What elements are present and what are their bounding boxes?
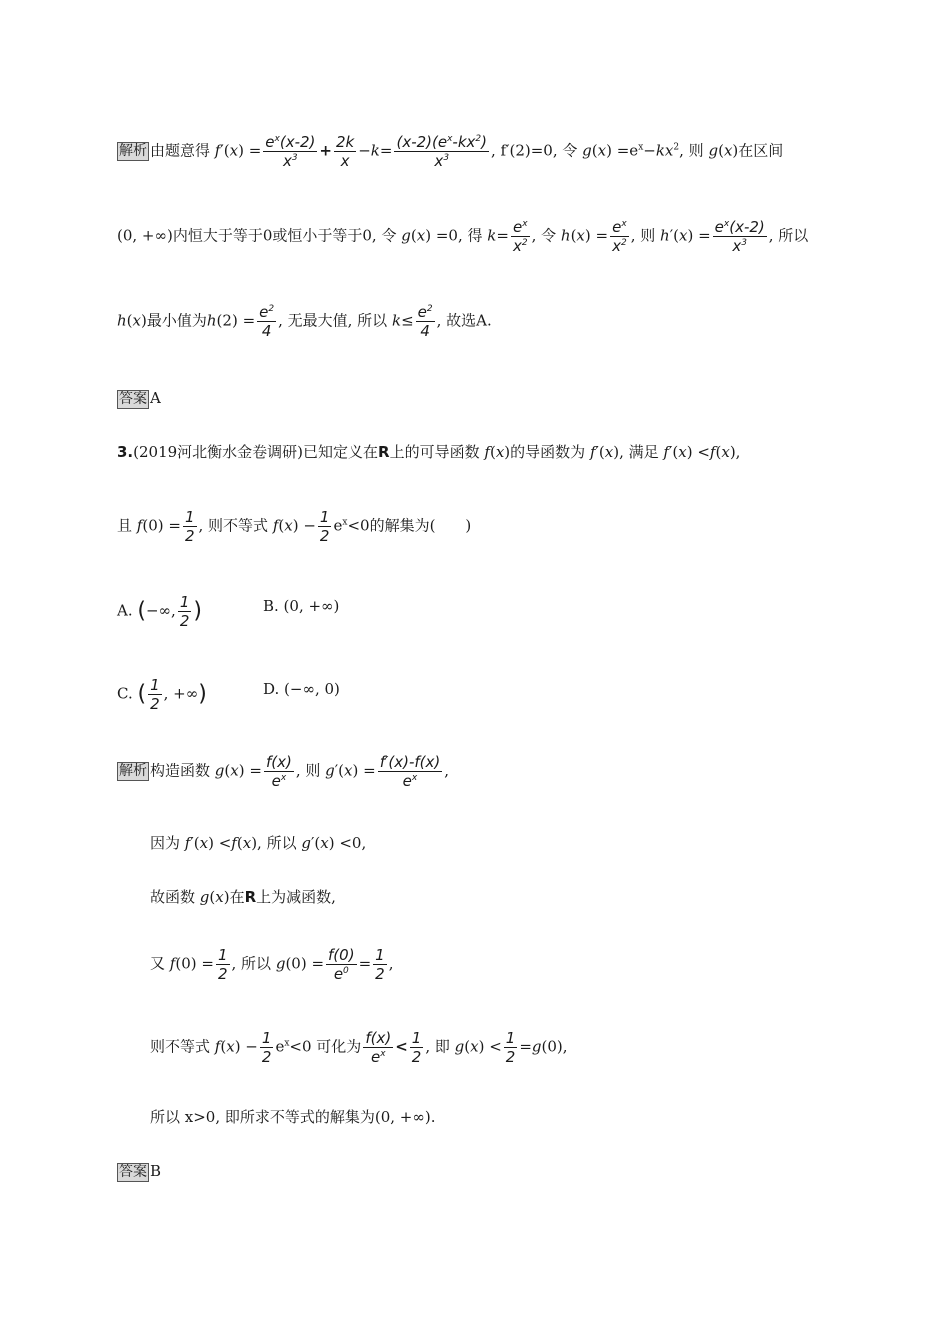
option-d: D. (−∞, 0) bbox=[263, 680, 340, 698]
solution-line-2: (0, +∞)内恒大于等于0或恒小于等于0, 令 g(x) =0, 得 k= $\frac{e^x}{x^2}$ , 令 h(x) = $\frac{e^x}{x^2}$ , 则 h′(x) = $\frac{e^x(x-2)}{x^3}$ , 所以 bbox=[117, 218, 809, 255]
solution-3-line-3: 故函数 g(x)在R上为减函数, bbox=[150, 888, 336, 906]
question-3-line-1: 3.(2019河北衡水金卷调研)已知定义在R上的可导函数 f(x)的导函数为 f′(x), 满足 f′(x) <f(x), bbox=[117, 443, 741, 461]
answer-line-1 bbox=[117, 388, 161, 409]
answer-value: B bbox=[150, 1162, 162, 1180]
answer-value: A bbox=[150, 389, 161, 407]
solution-line-3: h(x)最小值为h(2) = $\frac{e^2}{4}$ , 无最大值, 所以 k≤ $\frac{e^2}{4}$ , 故选A. bbox=[117, 303, 492, 340]
question-3-line-2: 且 f(0) = $\frac{1}{2}$ , 则不等式 f(x) − $\frac{1}{2}$ $e^x<0$的解集为( ) bbox=[117, 508, 472, 545]
analysis-tag: 解析 bbox=[119, 143, 147, 159]
question-number: 3. bbox=[117, 443, 134, 461]
answer-tag: 答案 bbox=[119, 1163, 147, 1180]
solution-line-1: 解析 由题意得 f′(x) = $\frac{e^x(x-2)}{x^3}$ + $\frac{2k}{x}$ −k= $\frac{(x-2)(e^x-kx^2)}{x^3}$ , f′(2)=0, 令 $g(x) =e^x-kx^2$, 则 g(x)在区间 bbox=[119, 133, 784, 170]
solution-3-line-2: 因为 f′(x) <f(x), 所以 g′(x) <0, bbox=[150, 834, 367, 852]
solution-3-line-5: 则不等式 f(x) − $\frac{1}{2}$ $e^x<0$ 可化为 $\frac{f(x)}{e^x}$ < $\frac{1}{2}$ , 即 g(x) < $\frac{1}{2}$ =g(0), bbox=[150, 1029, 568, 1066]
analysis-tag: 解析 bbox=[119, 763, 147, 779]
solution-3-line-6: 所以 x>0, 即所求不等式的解集为(0, +∞). bbox=[150, 1108, 436, 1126]
solution-3-line-4: 又 f(0) = $\frac{1}{2}$ , 所以 g(0) = $\frac{f(0)}{e^0}$ = $\frac{1}{2}$ , bbox=[150, 946, 394, 983]
fraction: $\frac{e^x(x-2)}{x^3}$ bbox=[265, 133, 316, 170]
solution-3-line-1: 解析 构造函数 g(x) = $\frac{f(x)}{e^x}$ , 则 g′(x) = $\frac{f'(x)-f(x)}{e^x}$ , bbox=[119, 753, 450, 790]
option-b: B. (0, +∞) bbox=[263, 597, 340, 615]
option-a: A. (−∞, $\frac{1}{2}$ ) bbox=[117, 593, 202, 630]
answer-line-3 bbox=[117, 1161, 161, 1182]
option-c: C. ( $\frac{1}{2}$ , +∞) bbox=[117, 676, 207, 713]
answer-tag: 答案 bbox=[119, 390, 147, 407]
